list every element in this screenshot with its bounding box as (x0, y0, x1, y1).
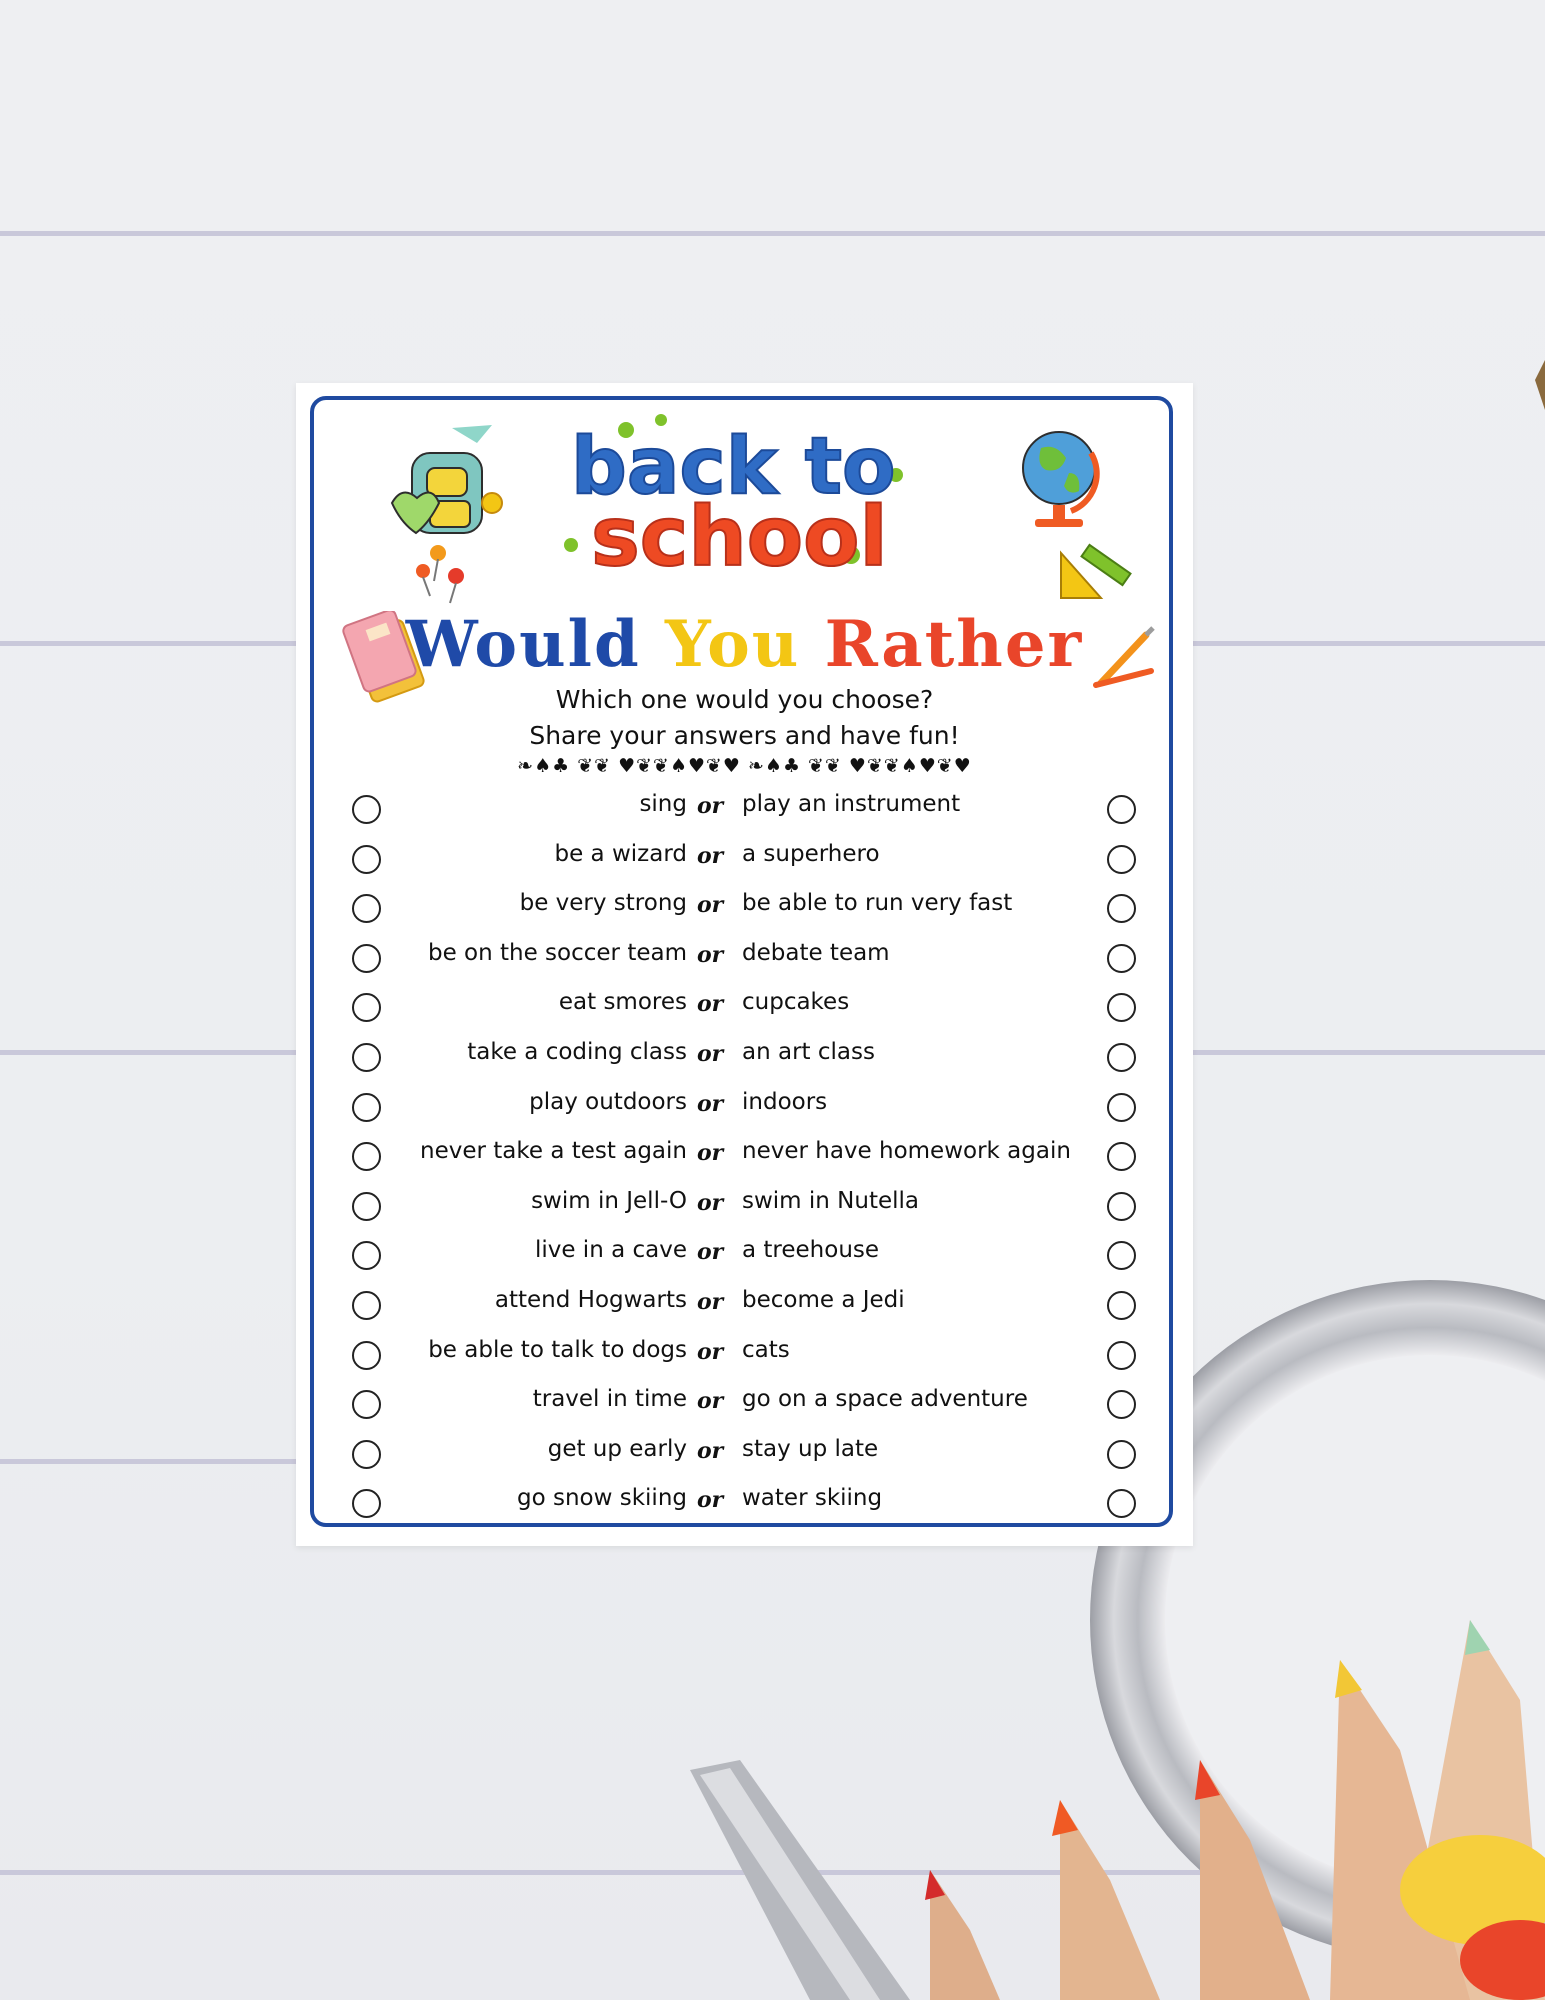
left-option-text: be on the soccer team (427, 939, 687, 966)
choice-row (296, 1186, 1193, 1236)
left-choice-circle[interactable] (352, 1440, 381, 1469)
subtitle-line-1: Which one would you choose? (555, 685, 934, 714)
right-choice-circle[interactable] (1107, 1390, 1136, 1419)
title-word-you: You (664, 607, 801, 682)
choice-row (296, 1335, 1193, 1385)
right-choice-circle[interactable] (1107, 1142, 1136, 1171)
globe-icon (1011, 423, 1111, 533)
or-separator: or (697, 991, 724, 1018)
right-option-text: a superhero (742, 840, 880, 867)
left-choice-circle[interactable] (352, 1142, 381, 1171)
right-choice-circle[interactable] (1107, 1043, 1136, 1072)
choice-row (296, 938, 1193, 988)
right-option-text: cats (742, 1336, 790, 1363)
left-choice-circle[interactable] (352, 1489, 381, 1518)
right-choice-circle[interactable] (1107, 845, 1136, 874)
right-choice-circle[interactable] (1107, 1093, 1136, 1122)
choice-row (296, 1235, 1193, 1285)
or-separator: or (697, 842, 724, 869)
or-separator: or (697, 1090, 724, 1117)
or-separator: or (697, 892, 724, 919)
choice-row (296, 1087, 1193, 1137)
right-option-text: stay up late (742, 1435, 879, 1462)
left-option-text: take a coding class (467, 1039, 687, 1065)
choice-row (296, 1285, 1193, 1335)
or-separator: or (697, 1487, 724, 1514)
right-choice-circle[interactable] (1107, 944, 1136, 973)
right-choice-circle[interactable] (1107, 1291, 1136, 1320)
left-choice-circle[interactable] (352, 894, 381, 923)
left-choice-circle[interactable] (352, 1241, 381, 1270)
left-choice-circle[interactable] (352, 1043, 381, 1072)
left-option-text: eat smores (558, 989, 687, 1016)
left-choice-circle[interactable] (352, 1390, 381, 1419)
or-separator: or (697, 941, 724, 968)
left-option-text: live in a cave (534, 1237, 687, 1264)
right-choice-circle[interactable] (1107, 1489, 1136, 1518)
left-choice-circle[interactable] (352, 1291, 381, 1320)
page-title (296, 607, 1193, 682)
right-choice-circle[interactable] (1107, 894, 1136, 923)
scissors-icon (690, 1760, 910, 2000)
or-separator: or (697, 1239, 724, 1266)
choice-row (296, 888, 1193, 938)
backpack-icon (382, 423, 512, 553)
left-choice-circle[interactable] (352, 944, 381, 973)
choice-row (296, 839, 1193, 889)
right-option-text: indoors (742, 1088, 828, 1115)
choice-row (296, 1483, 1193, 1533)
left-option-text: play outdoors (529, 1088, 687, 1115)
or-separator: or (697, 1437, 724, 1464)
left-option-text: go snow skiing (517, 1485, 687, 1512)
right-option-text: an art class (742, 1039, 875, 1065)
left-choice-circle[interactable] (352, 1341, 381, 1370)
right-choice-circle[interactable] (1107, 1192, 1136, 1221)
right-choice-circle[interactable] (1107, 1440, 1136, 1469)
left-option-text: never take a test again (420, 1138, 687, 1165)
choice-row (296, 1384, 1193, 1434)
printable-sheet (296, 383, 1193, 1546)
or-separator: or (697, 1189, 724, 1216)
title-word-would: Would (405, 607, 641, 682)
right-choice-circle[interactable] (1107, 1341, 1136, 1370)
left-option-text: sing (639, 791, 687, 817)
right-choice-circle[interactable] (1107, 1241, 1136, 1270)
left-option-text: be a wizard (554, 840, 687, 867)
or-separator: or (697, 793, 724, 819)
logo-line2: school (591, 490, 888, 585)
right-option-text: play an instrument (742, 791, 961, 817)
choice-row (296, 1434, 1193, 1484)
right-option-text: swim in Nutella (742, 1187, 920, 1214)
left-choice-circle[interactable] (352, 795, 381, 824)
left-choice-circle[interactable] (352, 1093, 381, 1122)
right-option-text: water skiing (742, 1485, 883, 1512)
title-word-rather: Rather (824, 607, 1084, 682)
right-option-text: never have homework again (742, 1138, 1071, 1165)
right-option-text: be able to run very fast (742, 890, 1013, 917)
left-option-text: be very strong (519, 890, 687, 917)
back-to-school-logo (551, 405, 931, 585)
choice-row (296, 987, 1193, 1037)
right-choice-circle[interactable] (1107, 795, 1136, 824)
choice-row (296, 1136, 1193, 1186)
left-option-text: swim in Jell-O (531, 1187, 687, 1214)
pushpins-icon (408, 541, 478, 611)
right-option-text: cupcakes (742, 989, 850, 1016)
left-choice-circle[interactable] (352, 993, 381, 1022)
left-choice-circle[interactable] (352, 845, 381, 874)
dingbat-divider: ❧♠♣ ❦❦ ♥❦❦♠♥❦♥ ❧♠♣ ❦❦ ♥❦❦♠♥❦♥ (517, 755, 972, 777)
choice-row (296, 1037, 1193, 1087)
left-option-text: attend Hogwarts (494, 1287, 687, 1313)
right-option-text: become a Jedi (742, 1287, 905, 1313)
right-option-text: debate team (742, 939, 890, 966)
ruler-icon (1056, 533, 1136, 603)
or-separator: or (697, 1289, 724, 1315)
left-option-text: be able to talk to dogs (428, 1336, 687, 1363)
subtitle-line-2: Share your answers and have fun! (529, 721, 960, 750)
left-option-text: get up early (547, 1435, 687, 1462)
right-choice-circle[interactable] (1107, 993, 1136, 1022)
corner-prop (1535, 360, 1545, 410)
left-option-text: travel in time (532, 1386, 687, 1413)
or-separator: or (697, 1140, 724, 1167)
right-option-text: a treehouse (742, 1237, 880, 1264)
choice-row (296, 789, 1193, 839)
left-choice-circle[interactable] (352, 1192, 381, 1221)
or-separator: or (697, 1041, 724, 1067)
or-separator: or (697, 1338, 724, 1365)
right-option-text: go on a space adventure (742, 1386, 1028, 1413)
or-separator: or (697, 1388, 724, 1415)
logo-line1: back to (571, 422, 896, 512)
